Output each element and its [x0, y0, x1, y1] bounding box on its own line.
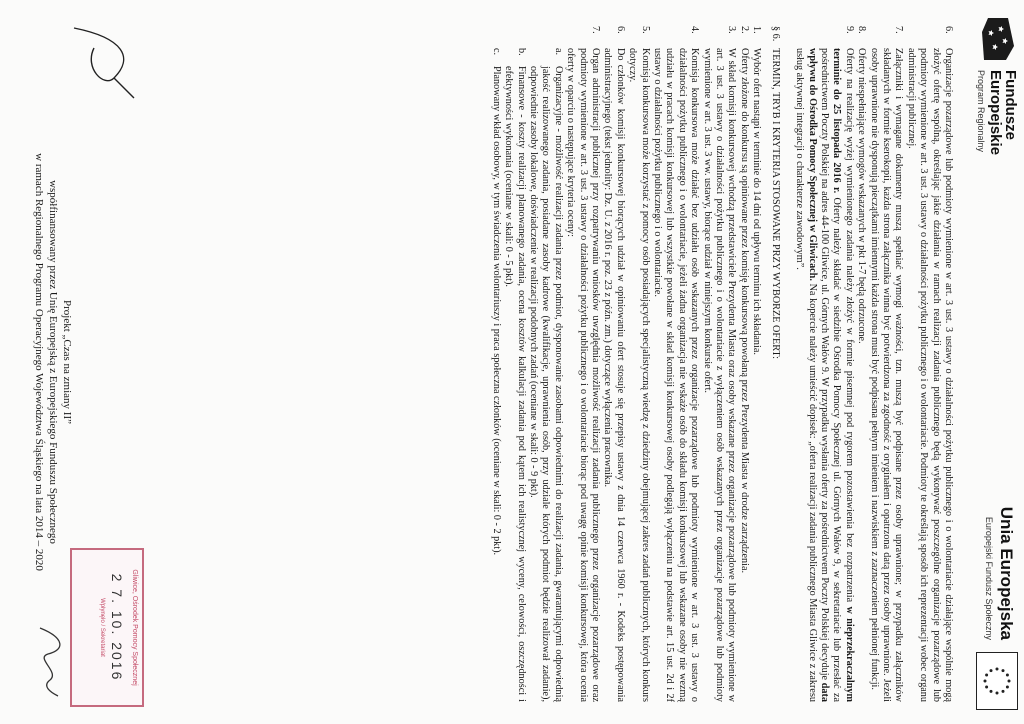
item-text: Komisja konkursowa może korzystać z pomocy osób posiadających specjalistyczną wiedzę z dziedziny obejmującej zakres zadań publicznych, których konkurs dotyczy.	[627, 48, 651, 702]
item-text: Organizacje pozarządowe lub podmioty wymienione w art. 3 ust. 3 ustawy o działalności pożytku publicznego i o wolontariacie działające wspólnie mogą złożyć ofertę wspólną, określając jakie działania w ramach realizacji zadania publicznego będą wykonywać poszczególne organizacje pozarządowe lub podmioty wymienione w art. 3 ust. 3 ustawy o działalności pożytku publicznego i o wolontariacie. Podmioty te określają sposób ich reprezentacji wobec organu administracji publicznej.	[905, 48, 954, 702]
item-number: 2.	[738, 26, 750, 34]
item-number: 3.	[726, 26, 738, 34]
paragraph-item	[738, 26, 750, 702]
footer-project: Projekt „Czas na zmiany II”	[61, 299, 73, 424]
paragraph-item	[867, 26, 904, 702]
criteria-text: Planowany wkład osobowy, w tym świadczenia wolontariuszy i praca społeczna członków (oceniane w skali: 0 - 2 pkt).	[490, 66, 502, 556]
item-number: 7.	[893, 26, 905, 34]
criteria-item	[502, 48, 527, 702]
item-number: 7.	[590, 26, 602, 34]
paragraph-item	[904, 26, 954, 702]
funds-logo-line2: Europejskie	[987, 70, 1004, 156]
item-text: Komisja konkursowa może działać bez udziału osób wskazanych przez organizacje pozarządowe lub podmioty wymienione w art. 3 ust. 3 ustawy o działalności pożytku publicznego i o wolontariacie, jeżeli żadna organizacja nie wskaże osób do składu komisji konkursowej lub wskazane osoby nie wezmą udziału w pracach komisji konkursowej lub wszystkie powołane w skład komisji konkursowej osoby podlegają wyłączeniu na podstawie art. 15 ust. 2d i 2f ustawy o działalności pożytku publicznego i o wolontariacie.	[652, 48, 701, 702]
criteria-letter: c.	[490, 48, 502, 56]
funds-logo-subtitle: Program Regionalny	[976, 70, 986, 153]
criteria-text: Finansowe - koszty realizacji planowanego zadania, ocena kosztów kalkulacji zadania pod kątem ich realistycznej wyceny, celowości, oszczędności i efektywności wykonania (oceniane w skali: 0 - 5 pkt).	[503, 66, 527, 702]
item-text: W skład komisji konkursowej wchodzą przedstawiciele Prezydenta Miasta oraz osoby wskazane przez organizacje pozarządowe lub podmioty wymienione w art. 3 ust. 3 ustawy o działalności pożytku publicznego i o wolontariacie z wyłączeniem osób wskazanych przez organizacje pozarządowe lub podmioty wymienione w art. 3 ust. 3 ww. ustawy, biorące udział w niniejszym konkursie ofert.	[701, 48, 738, 702]
handwritten-signature-left	[64, 18, 144, 108]
received-stamp	[70, 548, 144, 707]
item-number: 4.	[689, 26, 701, 34]
fundusze-europejskie-logo	[972, 16, 1018, 156]
paragraph-item	[700, 26, 737, 702]
paragraph-item-deadline	[793, 26, 855, 702]
item-text: Oferty niespełniające wymogów wskazanych w pkt 1-7 będą odrzucone.	[856, 48, 868, 344]
eu-logo-subtitle: Europejski Fundusz Społeczny	[984, 516, 994, 640]
section-heading	[768, 26, 780, 702]
deadline-bold: w nieprzekraczalnym terminie do 25 listopada 2016 r.	[831, 48, 855, 702]
eu-funds-flag-icon	[980, 16, 1016, 62]
section-number: § 6.	[769, 26, 781, 42]
footer-cofinanced: współfinansowany przez Unię Europejską z Europejskiego Funduszu Społecznego	[47, 180, 59, 544]
stamp-organization: Gliwice, Ośrodek Pomocy Społecznej	[131, 569, 138, 686]
handwritten-initials-right	[30, 620, 70, 700]
deadline-text-pre: Oferty na realizację wyżej wymienionego zadania należy złożyć w formie pisemnej pod rygorem pozostawienia bez rozpatrzenia	[843, 48, 855, 607]
document-footer	[32, 0, 74, 724]
section-title: TERMIN, TRYB I KRYTERIA STOSOWANE PRZY WYBORZE OFERT:	[769, 48, 781, 359]
criteria-item	[527, 48, 564, 702]
item-number: 5.	[639, 26, 651, 34]
document-header	[954, 0, 1024, 724]
paragraph-item	[651, 26, 701, 702]
paragraph-item	[855, 26, 867, 702]
item-text: Wybór ofert nastąpi w terminie do 14 dni od upływu terminu ich składania.	[751, 48, 763, 355]
criteria-item	[489, 48, 501, 702]
item-number: 6.	[943, 26, 954, 34]
document-body	[489, 26, 954, 702]
item-text: Organ administracji publicznej przy rozpatrywaniu wniosków uwzględnia możliwość realizacji zadania publicznego przez organizacje pozarządowe oraz podmioty wymienione w art. 3 ust. 3 ustawy o działalności pożytku publicznego i o wolontariacie biorąc pod uwagę opinie komisji konkursowej, która ocenia oferty w oparciu o następujące kryteria oceny:	[565, 48, 602, 702]
paragraph-item	[750, 26, 762, 702]
item-number: 1.	[751, 26, 763, 34]
paragraph-item	[564, 26, 601, 702]
eu-logo-title: Unia Europejska	[997, 506, 1016, 640]
funds-logo-text	[976, 70, 1018, 155]
item-number: 9.	[843, 26, 855, 34]
item-text: Do członków komisji konkursowej biorących udział w opiniowaniu ofert stosuje się przepisy ustawy z dnia 14 czerwca 1960 r. - Kodeks postępowania administracyjnego (tekst jednolity: Dz. U. z 2016 r. poz. 23 z późn. zm.) dotyczące wyłączenia pracownika.	[602, 48, 626, 702]
item-text: Załączniki i wymagane dokumenty muszą spełniać wymogi ważności, tzn. muszą być podpisane przez osoby uprawnione; w przypadku załączników składanych w formie kserokopii, każda strona załącznika winna być potwierdzona za zgodność z oryginałem i opatrzona datą przez osoby uprawnione. Jeżeli osoby uprawnione nie dysponują pieczątkami imiennymi każda strona musi być podpisana pełnym imieniem i nazwiskiem z zaznaczeniem pełnionej funkcji.	[868, 48, 905, 702]
item-text: Oferty złożone do konkursu są opiniowane przez komisję konkursową powołaną przez Prezydenta Miasta w drodze zarządzenia.	[738, 48, 750, 574]
item-number: 6.	[614, 26, 626, 34]
item-text	[793, 48, 855, 702]
paragraph-item	[601, 26, 626, 702]
criteria-letter: b.	[515, 48, 527, 56]
criteria-letter: a.	[552, 48, 564, 56]
paragraph-item	[626, 26, 651, 702]
item-number: 8.	[856, 26, 868, 34]
criteria-text: Organizacyjne - możliwość realizacji zadania przez podmiot, dysponowanie zasobami odpowiednimi do realizacji zadania, gwarantującymi odpowiednią jakość realizowanego zadania, posiadane zasoby kadrowe (kwalifikacje, uprawnienia osób, przy udziale których podmiot będzie realizował zadanie), odpowiednie zasoby lokalowe, doświadczenie w realizacji podobnych zadań (oceniane w skali: 0 - 9 pkt).	[528, 66, 564, 702]
deadline-text-mid: Oferty należy składać w siedzibie Ośrodka Pomocy Społecznej ul. Górnych Wałów 9, w sekretariacie lub przesłać za pośrednictwem Poczty Polskiej na adres 44-100 Gliwice, ul. Górnych Wałów 9. W przypadku wysłania oferty za pośrednictwem Poczty Polskiej decyduje	[818, 48, 843, 702]
unia-europejska-logo	[964, 380, 1020, 710]
receipt-date-bold: data wpływu do Ośrodka Pomocy Społecznej w Gliwicach.	[806, 48, 830, 702]
stamp-date: 2 7. 10. 2016	[109, 573, 125, 682]
stamp-label: Wpłynęło / Sekretariat	[99, 598, 105, 657]
deadline-text-post: Na kopercie należy umieścić dopisek: „oferta realizacji zadania publicznego Miasta Gliwice z zakresu usług aktywnej integracji o charakterze zawodowym”.	[794, 48, 818, 702]
funds-logo-line1: Fundusze	[1002, 70, 1019, 140]
eu-logo-text	[984, 507, 1016, 640]
footer-program: w ramach Regionalnego Programu Operacyjnego Województwa Śląskiego na lata 2014 – 2020	[33, 153, 45, 571]
eu-star-flag-icon	[976, 652, 1018, 710]
